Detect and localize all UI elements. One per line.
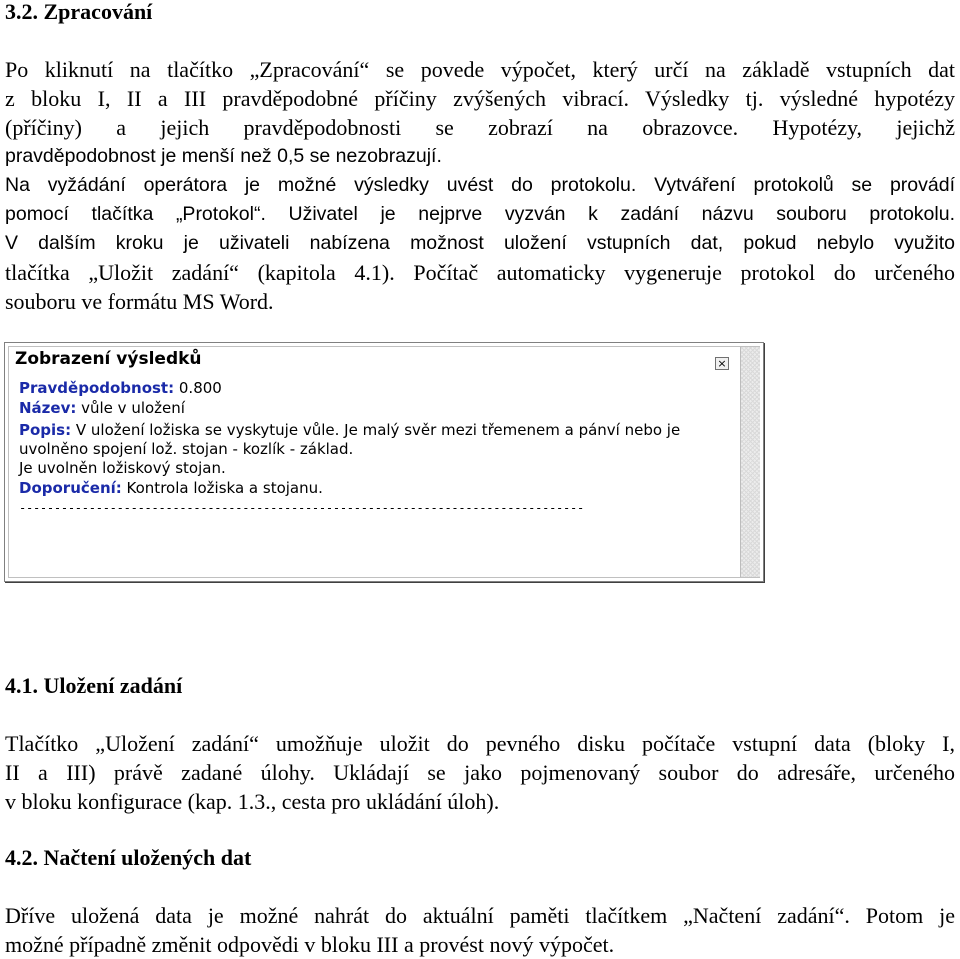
vertical-scrollbar[interactable] <box>740 347 760 577</box>
description-line: uvolněno spojení lož. stojan - kozlík - základ. <box>19 440 354 458</box>
paragraph-line: souboru ve formátu MS Word. <box>5 289 274 314</box>
results-dialog <box>4 342 764 582</box>
paragraph-line: možné případně změnit odpovědi v bloku III a provést nový výpočet. <box>5 932 615 957</box>
paragraph-zpracovani <box>5 55 955 316</box>
close-button[interactable] <box>715 357 729 370</box>
paragraph-line: Na vyžádání operátora je možné výsledky uvést do protokolu. Vytváření protokolů se provádí <box>5 174 955 196</box>
paragraph-line: Po kliknutí na tlačítko „Zpracování“ se povede výpočet, který určí na základě vstupních dat <box>5 57 955 82</box>
paragraph-line: (příčiny) a jejich pravděpodobnosti se zobrazí na obrazovce. Hypotézy, jejichž <box>5 115 955 140</box>
probability-label: Pravděpodobnost: <box>19 379 175 397</box>
section-heading-4-2: 4.2. Načtení uložených dat <box>5 845 252 870</box>
description-label: Popis: <box>19 421 72 439</box>
dialog-title: Zobrazení výsledků <box>15 349 202 369</box>
paragraph-line: Tlačítko „Uložení zadání“ umožňuje uložit do pevného disku počítače vstupní data (bloky I, <box>5 731 955 756</box>
dialog-titlebar <box>9 347 734 376</box>
close-icon: × <box>717 357 727 370</box>
paragraph-line: z bloku I, II a III pravděpodobné příčiny zvýšených vibrací. Výsledky tj. výsledné hypotézy <box>5 86 955 111</box>
paragraph-line: tlačítka „Uložit zadání“ (kapitola 4.1). Počítač automaticky vygeneruje protokol do určeného <box>5 260 955 285</box>
name-value: vůle v uložení <box>76 399 185 417</box>
paragraph-line: pomocí tlačítka „Protokol“. Uživatel je nejprve vyzván k zadání názvu souboru protokolu. <box>5 203 955 225</box>
probability-value: 0.800 <box>174 379 222 397</box>
recommendation-label: Doporučení: <box>19 479 122 497</box>
description-value: V uložení ložiska se vyskytuje vůle. Je malý svěr mezi třemenem a pánví nebo je <box>71 421 681 439</box>
section-heading-3-2: 3.2. Zpracování <box>5 0 153 24</box>
paragraph-nacteni <box>5 901 955 959</box>
recommendation-row <box>19 479 323 497</box>
paragraph-line: v bloku konfigurace (kap. 1.3., cesta pro ukládání úloh). <box>5 789 500 814</box>
name-row <box>19 399 185 417</box>
paragraph-line: pravděpodobnost je menší než 0,5 se nezobrazují. <box>5 145 442 167</box>
paragraph-ulozeni <box>5 729 955 816</box>
recommendation-value: Kontrola ložiska a stojanu. <box>121 479 323 497</box>
separator-line: --------------------------------------------------------------------------------- <box>19 501 584 515</box>
description-row <box>19 421 680 439</box>
probability-row <box>19 379 222 397</box>
name-label: Název: <box>19 399 77 417</box>
section-heading-4-1: 4.1. Uložení zadání <box>5 673 183 698</box>
paragraph-line: Dříve uložená data je možné nahrát do aktuální paměti tlačítkem „Načtení zadání“. Potom je <box>5 903 955 928</box>
results-content <box>19 379 719 575</box>
paragraph-line: II a III) právě zadané úlohy. Ukládají se jako pojmenovaný soubor do adresáře, určeného <box>5 760 955 785</box>
description-line: Je uvolněn ložiskový stojan. <box>19 459 226 477</box>
paragraph-line: V dalším kroku je uživateli nabízena možnost uložení vstupních dat, pokud nebylo využito <box>5 232 955 254</box>
